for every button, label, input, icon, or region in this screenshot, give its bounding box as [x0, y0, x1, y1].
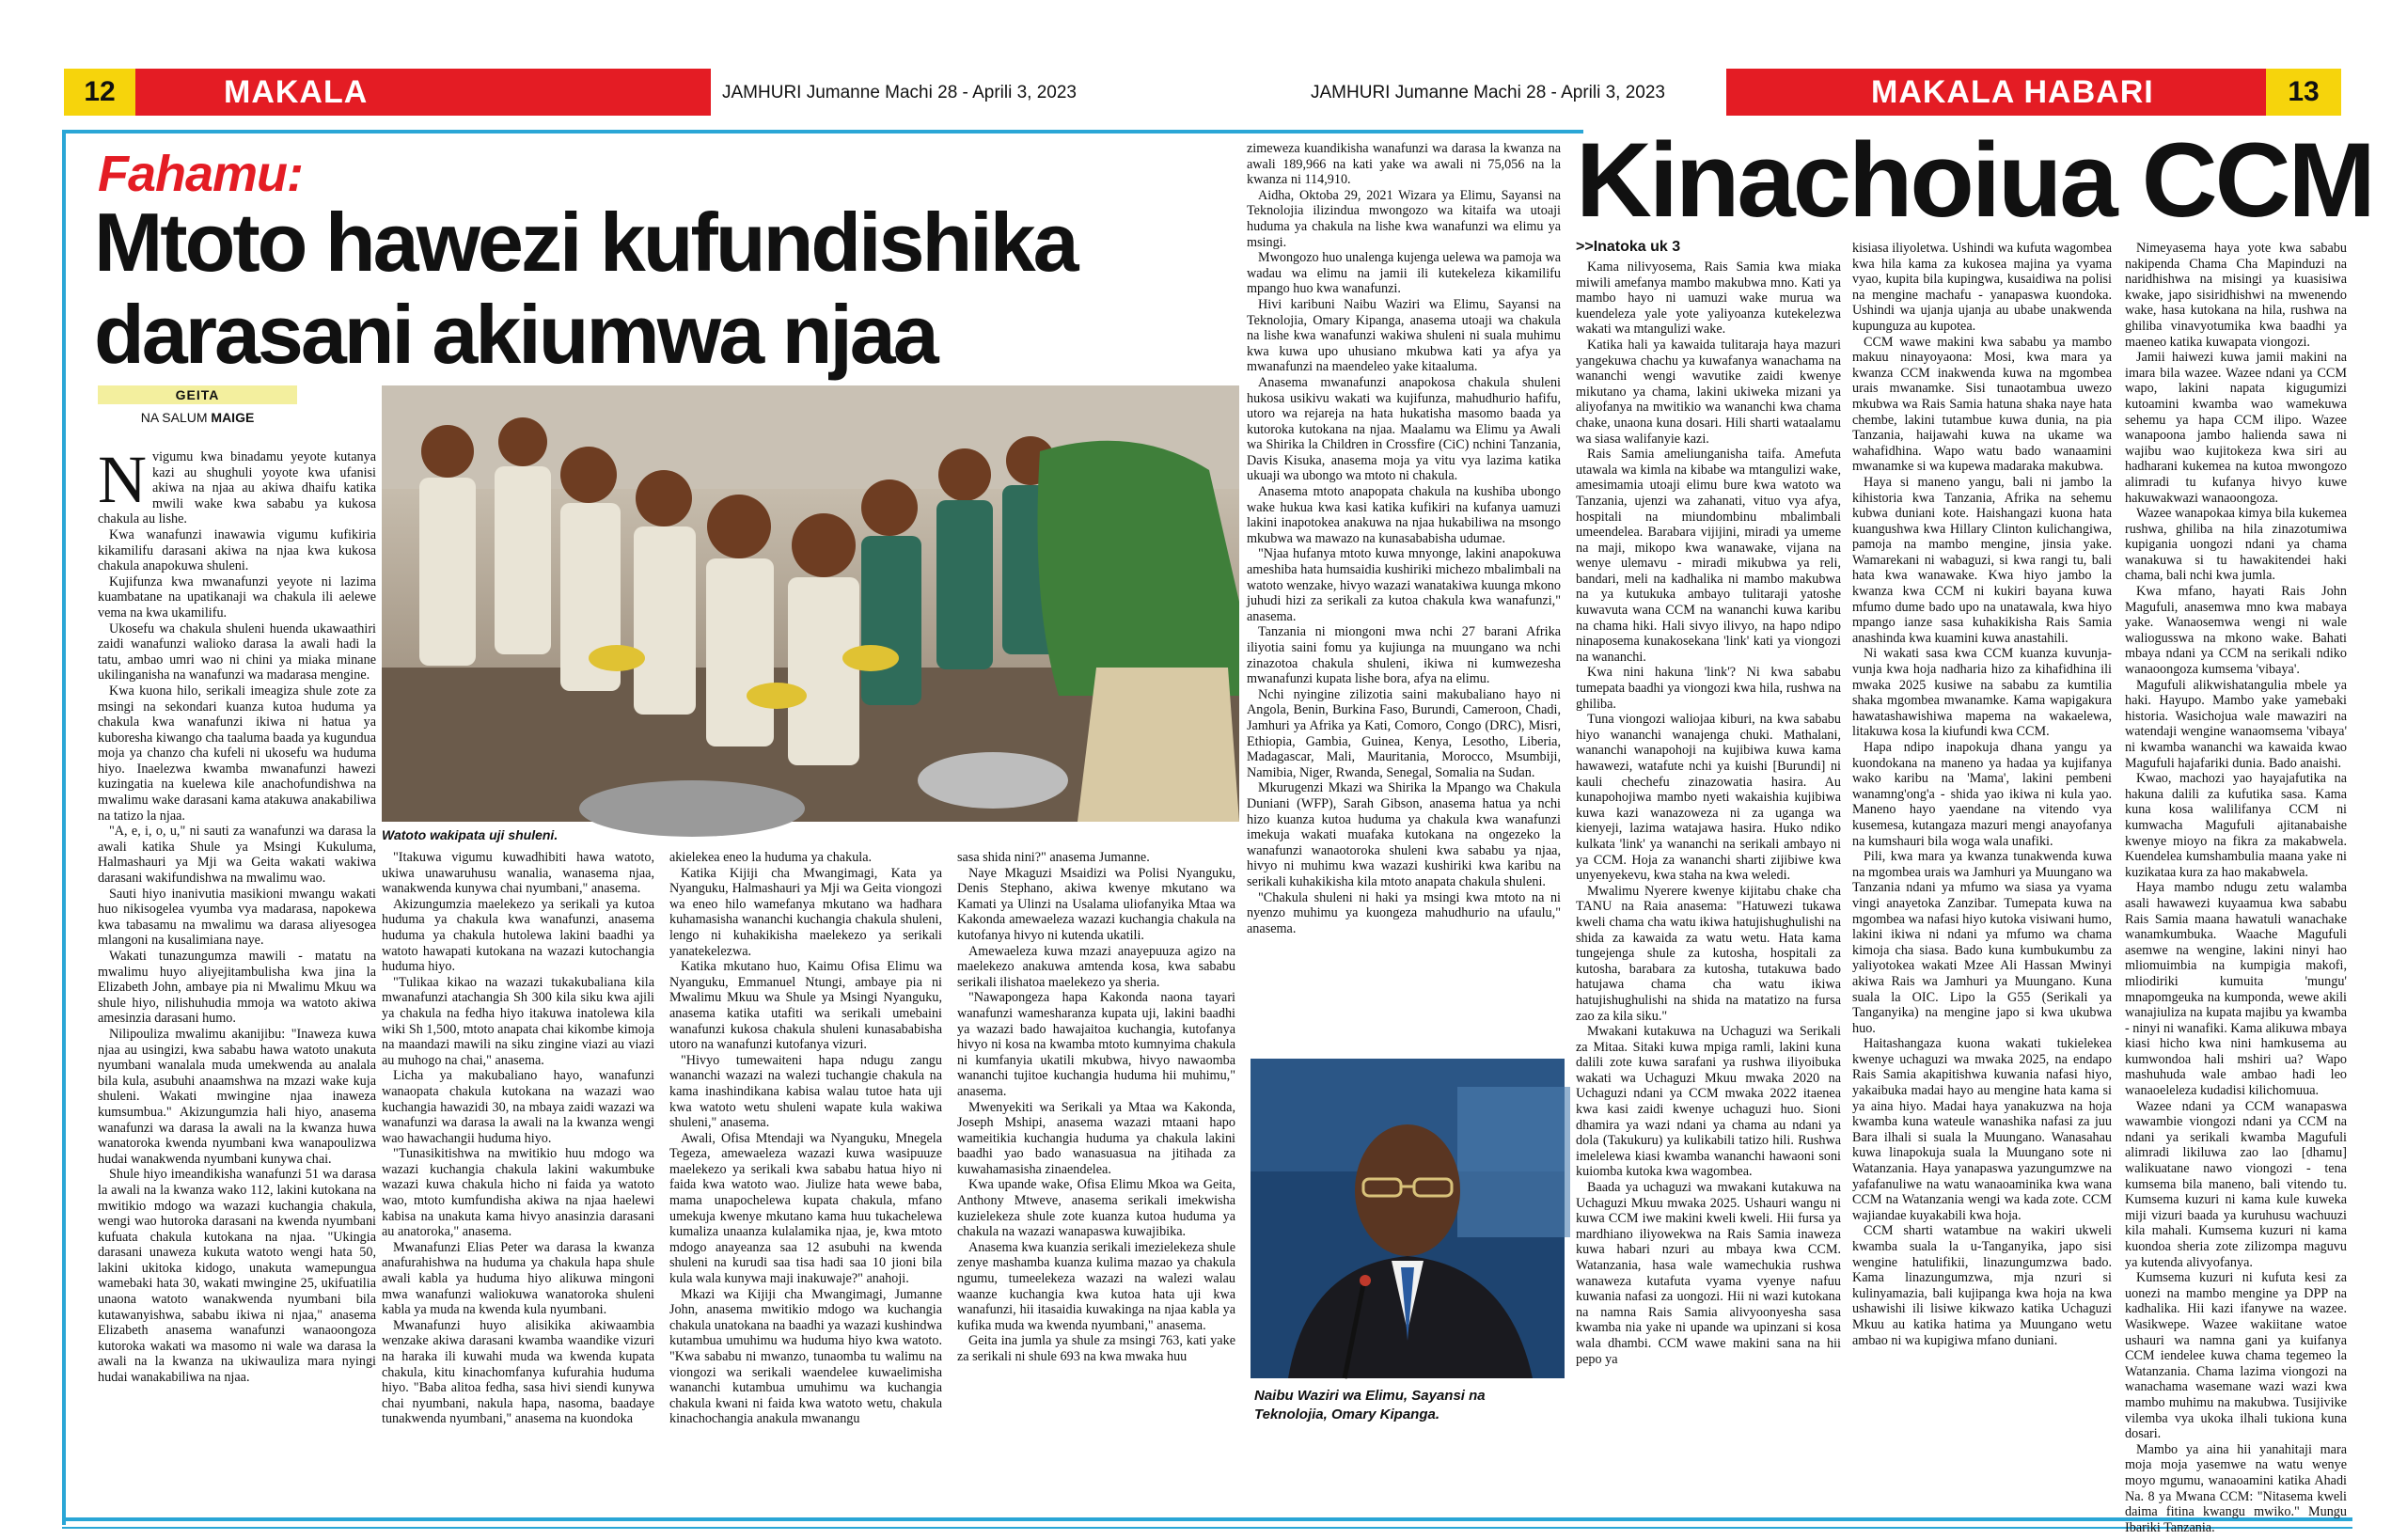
col5-para: zimeweza kuandikisha wanafunzi wa darasa la kwanza na awali 189,966 na kati yake wa awali ni 75,056 na la kwanza ni 114,910. — [1247, 141, 1561, 188]
minister-caption-line2: Teknolojia, Omary Kipanga. — [1254, 1406, 1439, 1422]
photo-caption: Watoto wakipata uji shuleni. — [382, 827, 558, 842]
col5-para: "Njaa hufanya mtoto kuwa mnyonge, lakini anapokuwa ameshiba hata humsaidia kushiriki michezo mbalimbali na watoto wenzake, hivyo wazazi wanatakiwa kuunga mkono juhudi hizi za serikali za kutoa chakula kwa wanafunzi," anasema. — [1247, 546, 1561, 624]
article-column-2 — [382, 850, 654, 1514]
col1-para: Ukosefu wa chakula shuleni huenda ukawaathiri zaidi wanafunzi walioko darasa la awali hadi la tatu, ambao umri wao ni chini ya miaka minane ukilinganisha na wanafunzi wa madarasa mengine. — [98, 621, 376, 684]
right-col1-para: Baada ya uchaguzi wa mwakani kutakuwa na Uchaguzi Mkuu mwaka 2025. Ushauri wangu ni kuwa CCM iwe makini kweli kweli. Hii fursa ya mardhiano iliyowekwa na Rais Samia inaweza kuwa habari nzuri au mbaya kwa CCM. Watanzania, hasa wale wamechukia rushwa wanaweza kutafuta vyama vyenye nafuu kuwania nafasi za uongozi. Hii ni wazi kutokana na namna Rais Samia alivyoonyesha sasa kwamba nia yake ni upande wa upinzani si kosa wala dhambi. CCM wawe makini sana na hii pepo ya — [1576, 1180, 1841, 1367]
col3-para: Katika mkutano huo, Kaimu Ofisa Elimu wa Nyanguku, Emmanuel Ntungi, ambaye pia ni Mwalimu Mkuu wa Shule ya Msingi Nyanguku, anasema katika utafiti wa serikali umebaini wanafunzi kukosa chakula shuleni kunasababisha utoro na wanafunzi kutofanya vizuri. — [669, 959, 942, 1053]
col5-para: Nchi nyingine zilizotia saini makubaliano hayo ni Angola, Benin, Burkina Faso, Burundi, Cameroon, Chadi, Jamhuri ya Afrika ya Kati, Comoro, Congo (DRC), Misri, Ethiopia, Gambia, Guinea, Kenya, Lesotho, Liberia, Madagascar, Mali, Mauritania, Morocco, Msumbiji, Namibia, Niger, Rwanda, Senegal, Somalia na Sudan. — [1247, 686, 1561, 780]
right-dateline: JAMHURI Jumanne Machi 28 - Aprili 3, 2023 — [1311, 83, 1665, 102]
school-children-photo — [382, 385, 1239, 822]
article-column-4 — [957, 850, 1235, 1514]
left-dateline: JAMHURI Jumanne Machi 28 - Aprili 3, 2023 — [722, 83, 1077, 102]
article-kicker: Fahamu: — [98, 146, 304, 202]
col1-para: Sauti hiyo inanivutia masikioni mwangu wakati huo nikisogelea vyumba vya madarasa, napokewa kwa tabasamu na mwalimu wa darasa aliyesogea mlangoni na kusalimiana naye. — [98, 886, 376, 949]
minister-photo — [1251, 1059, 1565, 1378]
location-tag: GEITA — [98, 385, 297, 404]
byline — [98, 410, 297, 425]
col5-para: Mwongozo huo unalenga kujenga uelewa wa pamoja wa wadau wa elimu na jamii ili kutekeleza kikamilifu mpango huo kwa wanafunzi. — [1247, 250, 1561, 297]
col2-para: Akizungumzia maelekezo ya serikali ya kutoa huduma ya chakula kwa wanafunzi, anasema huduma ya chakula hutolewa lakini baadhi ya watoto hawapati kutokana na wazazi kutochangia huduma hiyo. — [382, 896, 654, 975]
article-headline-line2: darasani akiumwa njaa — [94, 288, 936, 381]
col1-para: Shule hiyo imeandikisha wanafunzi 51 wa darasa la awali na la kwanza wako 112, lakini kutokana na mwitikio mdogo wa wazazi kuchangia chakula, wengi wao hutoroka darasani na kwenda nyumbani kufuata chakula kutokana na njaa. "Ukingia darasani unaweza kukuta watoto wengi hata 50, lakini ukitoka kidogo, unakuta wamepungua wamebaki hata 30, wakati mwingine 25, ukifuatilia unaona watoto wanakwenda nyumbani bila kutawanyishwa, sababu ikiwa ni njaa," anasema Elizabeth anasema wanafunzi wanaoongoza kutoroka wakati wa masomo ni wale wa darasa la awali na la kwanza na ukiwauliza mara nyingi hudai wanakabiliwa na njaa. — [98, 1167, 376, 1386]
col4-para: Naye Mkaguzi Msaidizi wa Polisi Nyanguku, Denis Stephano, akiwa kwenye mkutano wa Kamati ya Ulinzi na Usalama uliofanyika Mtaa wa Kakonda amewaeleza wazazi kuchangia chakula na kutofanya hivyo ni kutenda ukatili. — [957, 865, 1235, 943]
col4-para: Geita ina jumla ya shule za msingi 763, kati yake za serikali ni shule 693 na kwa mwaka huu — [957, 1333, 1235, 1364]
continued-from-tag: >>Inatoka uk 3 — [1576, 239, 1681, 255]
col5-para: Anasema mtoto anapopata chakula na kushiba ubongo wake hukua kwa kasi katika kufikiri na kufanya uamuzi lakini inapotokea anakuwa na njaa hukabiliwa na msongo mkubwa wa mawazo na kunasababisha udumae. — [1247, 484, 1561, 546]
col2-para: Mwanafunzi Elias Peter wa darasa la kwanza anafurahishwa na huduma ya chakula hapa shule awali kabla ya huduma hiyo alikuwa mingoni mwa wanafunzi waliokuwa wanatoroka shuleni kabla ya muda na kwenda kula nyumbani. — [382, 1239, 654, 1318]
right-col3-para: Kwa mfano, hayati Rais John Magufuli, anasemwa mno kwa mabaya yake. Wanaosemwa wengi ni wale waliogusswa na mkono wake. Bahati mbaya ndani ya CCM na serikali ndiko wanaoongoza kumsema 'vibaya'. — [2125, 584, 2347, 678]
col1-para: Nilipouliza mwalimu akanijibu: "Inaweza kuwa njaa au usingizi, kwa sababu hawa watoto unakuta nyumbani wanalala muda umekwenda au analala bila kula, asubuhi anaamshwa na mzazi wake kuja shuleni. Wakati mwingine njaa inaweza kumsumbua." Akizungumzia hali hiyo, anasema wanafunzi wa darasa la awali na la kwanza huwa wanatoroka kwenda nyumbani kwa wanapoulizwa hudai wanakwenda nyumbani kunywa chai. — [98, 1026, 376, 1167]
school-children-illustration — [382, 385, 1239, 822]
byline-name: MAIGE — [211, 410, 255, 425]
right-col1-para: Katika hali ya kawaida tulitaraja haya mazuri yangekuwa chachu ya kuwafanya wanachama na wananchi wengi wavutike zaidi kwenye mikutano ya chama, lakini ukiweka mizani ya aliyofanya na mwitikio wa wananchi kwa chama chake, unaona kuna dosari. Hili sharti wataalamu wa siasa walifanyie kazi. — [1576, 337, 1841, 447]
col4-para: Kwa upande wake, Ofisa Elimu Mkoa wa Geita, Anthony Mtweve, anasema serikali imekwisha kuzielekeza shule zote kuanza kutoa huduma ya chakula na wazazi wanapaswa kuwajibika. — [957, 1177, 1235, 1240]
left-section-title: MAKALA — [224, 73, 369, 110]
col5-para: Mkurugenzi Mkazi wa Shirika la Mpango wa Chakula Duniani (WFP), Sarah Gibson, anasema hatua ya nchi hizo kuanza kutoa huduma ya chakula kwa wanafunzi imekuja wakati muafaka kutokana na ongezeko la wanafunzi wanaotoroka shuleni kwa sababu ya njaa, hivyo ni muhimu kwa wazazi kushiriki kwa karibu na serikali kuhakikisha kila mtoto anapata chakula shuleni. — [1247, 780, 1561, 889]
right-col2-para: Ni wakati sasa kwa CCM kuanza kuvunja-vunja kwa hoja nadharia hizo za kihafidhina ili mwaka 2025 kusiwe na sababu za kumtilia shaka mgombea mwanamke. Kama wapigakura hawatashawishiwa mapema na wakaelewa, litakuwa kosa la kiufundi kwa CCM. — [1852, 646, 2112, 740]
left-section-banner — [135, 69, 711, 116]
col2-para: Licha ya makubaliano hayo, wanafunzi wanaopata chakula kutokana na wazazi wao kuchangia hawazidi 30, na mbaya zaidi wazazi wa wanafunzi wa darasa la awali na la kwanza wengi wao hawachangii huduma hiyo. — [382, 1068, 654, 1146]
right-col3-para: Nimeyasema haya yote kwa sababu nakipenda Chama Cha Mapinduzi na naridhishwa na misingi ya kuasisiwa kwake, japo sisiridhishwi na mwenendo wake, hasa kutokana na hila, rushwa na ghiliba vinavyotumika kwa baadhi ya maeneo katika kuwapata viongozi. — [2125, 241, 2347, 350]
right-col3-para: Kwao, machozi yao hayajafutika na hakuna dalili za kufutika sasa. Kama kuna kosa walilifanya CCM ni kumwacha Magufuli ajitanabaishe kwenye mioyo na fikra za makabwela. Kuendelea kumshambulia maana yake ni kuzikataa kura za hao makabwela. — [2125, 771, 2347, 880]
right-col3-para: Wazee wanapokaa kimya bila kukemea rushwa, ghiliba na hila zinazotumiwa kupigania uongozi ndani ya chama wanakuwa si tu hawakitendei haki chama, bali nchi kwa jumla. — [2125, 506, 2347, 584]
bottom-rule — [62, 1517, 2352, 1521]
article-column-5 — [1247, 141, 1561, 1085]
minister-portrait — [1251, 1059, 1565, 1378]
col4-para: Amewaeleza kuwa mzazi anayepuuza agizo na maelekezo anakuwa amtenda kosa, kwa sababu serikali ilishatoa maelekezo ya sheria. — [957, 943, 1235, 990]
byline-prefix: NA SALUM — [140, 410, 212, 425]
right-col1-para: Kwa nini hakuna 'link'? Ni kwa sababu tumepata baadhi ya viongozi kwa hila, rushwa na ghiliba. — [1576, 665, 1841, 712]
col4-para: Mwenyekiti wa Serikali ya Mtaa wa Kakonda, Joseph Mshipi, anasema wazazi mtaani hapo wameitikia kuchangia huduma ya chakula lakini baadhi yao bado wanasuasua na jitihada za kuwahamasisha zinaendelea. — [957, 1099, 1235, 1177]
drop-cap: N — [98, 442, 147, 517]
right-col1-para: Mwalimu Nyerere kwenye kijitabu chake cha TANU na Raia anasema: "Hatuwezi tukawa kweli chama cha watu ikiwa hatujishughulishi na shida za kawaida za watu wetu. Hata kama tungejenga shule za kutosha, hospitali za kutosha, barabara za kutosha, tutakuwa bado hatujawa chama cha watu ikiwa hatujishughulishi na shida na matatizo na fursa zao za kila siku." — [1576, 883, 1841, 1024]
right-section-title: MAKALA HABARI — [1871, 73, 2154, 110]
col3-para: Katika Kijiji cha Mwangimagi, Kata ya Nyanguku, Halmashauri ya Mji wa Geita viongozi wa eneo hilo wamefanya mkutano wa hadhara kuhamasisha wananchi kuchangia chakula shuleni, lengo ni kuhakikisha maelekezo ya serikali yanatekelezwa. — [669, 865, 942, 959]
right-col3-para: Magufuli alikwishatangulia mbele ya haki. Hayupo. Mambo yake yamebaki historia. Wasichojua wale mawaziri na watendaji wengine wanaomsema 'vibaya' ni kwamba wananchi wa kawaida kwao Magufuli hajafariki dunia. Bado anaishi. — [2125, 677, 2347, 771]
col5-para: Aidha, Oktoba 29, 2021 Wizara ya Elimu, Sayansi na Teknolojia ilizindua mwongozo wa kitaifa wa utoaji huduma ya chakula na lishe kwa wanafunzi wa elimu ya msingi. — [1247, 187, 1561, 250]
left-page-number: 12 — [64, 69, 135, 116]
right-col3-para: Kumsema kuzuri ni kufuta kesi za uonezi na mambo mengine ya DPP na kadhalika. Hii kazi ifanywe na wazee. Wasikwepe. Wazee wakiitane watoe ushauri wa namna gani ya kuifanya CCM iendelee kuwa chama tegemeo la Watanzania. Chama lazima viongozi na wanachama wasemane wazi wazi kwa mambo muhimu na makubwa. Tusijivike vilemba vya ukoka ilhali tukiona kuna dosari. — [2125, 1270, 2347, 1442]
right-col2-para: kisiasa iliyoletwa. Ushindi wa kufuta wagombea kwa hila kama za kukosea majina ya vyama vyao, kupita bila kupingwa, kusaidiwa na polisi na mengine machafu - yanapaswa kuondoka. Ushindi wa ujanja ujanja au ubabe unakwenda kupunguza au kupotea. — [1852, 241, 2112, 334]
right-col1-para: Rais Samia ameliunganisha taifa. Amefuta utawala wa kimla na kibabe wa mtangulizi wake, amesimamia utoaji elimu bure kwa watoto wa Tanzania, ujenzi wa zahanati, vituo vya afya, hospitali na miundombinu mbalimbali umeendelea. Barabara vijijini, miradi ya umeme na maji, mikopo kwa wanawake, vijana na wenye ulemavu - miradi mikubwa ya reli, bandari, meli na kadhalika ni mambo makubwa na ya kutukuka ambayo tulitaraji yatoshe kuwavuta wana CCM na wananchi kuwa karibu na chama hiki. Hali sivyo ilivyo, na hapo ndipo ninaposema kunakosekana 'link' kati ya viongozi na wananchi. — [1576, 447, 1841, 665]
right-page-number: 13 — [2266, 69, 2341, 116]
col3-para: akielekea eneo la huduma ya chakula. — [669, 850, 873, 865]
minister-caption-line1: Naibu Waziri wa Elimu, Sayansi na — [1254, 1388, 1486, 1404]
right-col2-para: CCM sharti watambue na wakiri ukweli kwamba suala la u-Tanganyika, japo sisi wengine hatulifikii, linazungumzwa bado. Kama linazungumzwa, mja nzuri si kulinyamazia, bali kujipanga kwa hoja na kwa ushawishi ili lisiwe kikwazo katika Uchaguzi Mkuu au katika hatima ya Muungano wetu ambao ni wa kupigiwa mfano duniani. — [1852, 1223, 2112, 1348]
right-col3-para: Jamii haiwezi kuwa jamii makini na imara bila wazee. Wazee ndani ya CCM wapo, lakini napata kigugumizi kutoamini kwamba wao wamekuwa sehemu ya hapa CCM ilipo. Wazee wanapoona jambo halienda sawa ni wajibu wao kujitokeza kwa siri au hadharani kukemea na kutoa mwongozo alimradi tu kufanya hivyo kuwe hakuwakwazi wanaoongoza. — [2125, 350, 2347, 506]
col5-para: "Chakula shuleni ni haki ya msingi kwa mtoto na ni nyenzo muhimu ya kuongeza mahudhurio na ufaulu," anasema. — [1247, 889, 1561, 936]
col4-para: Anasema kwa kuanzia serikali imezielekeza shule zenye mashamba kuanza kulima mazao ya chakula ngumu, tumeelekeza wazazi na walezi walau waanze kuchangia kwa kutoa hata uji kwa wanafunzi, hii itasaidia kuwakinga na njaa kabla ya kufika muda wa kwenda nyumbani," anasema. — [957, 1239, 1236, 1333]
col1-para: "A, e, i, o, u," ni sauti za wanafunzi wa darasa la awali katika Shule ya Msingi Kukuluma, Halmashauri ya Mji wa Geita wakati wakiwa darasani wakifundishwa na mwalimu wao. — [98, 824, 376, 887]
article-headline-line1: Mtoto hawezi kufundishika — [94, 196, 1077, 289]
col1-para: Kwa kuona hilo, serikali imeagiza shule zote za msingi na sekondari kuanza kutoa huduma ya chakula kwa wanafunzi ikiwa ni hatua ya kuboresha kiwango cha taaluma baada ya kugundua moja ya chanzo cha kufeli ni ukosefu wa huduma hiyo. Inaelezwa kwamba mwanafunzi hawezi kuzingatia na kuelewa kile anachofundishwa na mwalimu wake darasani kama atakuwa anakabiliwa na tatizo la njaa. — [98, 683, 376, 824]
col1-para: vigumu kwa binadamu yeyote kutanya kazi au shughuli yoyote kwa ufanisi akiwa na njaa au akiwa dhaifu katika mwili wake kwa sababu ya kukosa chakula au lishe. — [98, 449, 376, 527]
col4-para: sasa shida nini?" anasema Jumanne. — [957, 850, 1150, 865]
right-col3-para: Haya mambo ndugu zetu walamba asali hawawezi kuyaamua kwa sababu Rais Samia maana hawatuli wanachake wanamkumbuka. Waache Magufuli asemwe na wengine, lakini ninyi hao mliomuimbia na kumpigia makofi, mliodiriki kumuita 'mungu' mnapomgeuka na kumponda, wewe akili wanajiuliza na kupata majibu ya kwamba - ninyi ni wanafiki. Kama alikuwa mbaya kiasi hicho kwa nini hamkusema au kumwondoa hali mshiri ua? Wapo mashuhuda wale ambao hadi leo wanaoeleleza kudadisi kilichomuua. — [2125, 880, 2347, 1099]
col4-para: "Nawapongeza hapa Kakonda naona tayari wanafunzi wamesharanza kupata uji, lakini baadhi ya wazazi bado hawajaitoa kuchangia, kutofanya hivyo ni kosa na kwamba mtoto kumnyima chakula ni kumfanyia ukatili mkubwa, hivyo nawaomba wananchi tujitoe kuchangia huduma hii muhimu," anasema. — [957, 990, 1235, 1099]
col2-para: "Itakuwa vigumu kuwadhibiti hawa watoto, ukiwa unawaruhusu wanalia, wanasema njaa, wanakwenda kunywa chai nyumbani," anasema. — [382, 850, 654, 897]
bottom-rule-thin — [62, 1527, 2352, 1529]
article-column-1 — [98, 442, 376, 1512]
col5-para: Tanzania ni miongoni mwa nchi 27 barani Afrika iliyotia saini fomu ya kujiunga na muungano wa nchi zinazotoa chakula shuleni, ikiwa ni kumwezesha mwanafunzi kupata lishe bora, afya na elimu. — [1247, 624, 1561, 687]
col2-para: "Tunasikitishwa na mwitikio huu mdogo wa wazazi kuchangia chakula lakini wakumbuke wazazi kuwa chakula hicho ni faida ya watoto wao, mtoto kumfundisha akiwa na njaa haelewi kabisa na unakuta kama hivyo anasinzia darasani au anatoroka," anasema. — [382, 1146, 654, 1240]
col5-para: Anasema mwanafunzi anapokosa chakula shuleni hukosa usikivu wakati wa kujifunza, mahudhurio hafifu, utoro wa rejareja na hata hukatisha masomo baada ya kutoroka kutokana na njaa. Maalamu wa Elimu ya Awali wa Shirika la Children in Crossfire (CiC) nchini Tanzania, Davis Kisuka, anasema moja ya vitu vya lazima katika ukuaji wa ubongo wa mtoto ni chakula. — [1247, 374, 1561, 484]
col3-para: "Hivyo tumewaiteni hapa ndugu zangu wananchi wazazi na walezi tuchangie chakula na kama inashindikana kabisa walau tutoe hata uji kwa watoto wetu shuleni wapate kula wakiwa shuleni," anasema. — [669, 1052, 942, 1131]
article-column-3 — [669, 850, 942, 1514]
right-col1-para: Mwakani kutakuwa na Uchaguzi wa Serikali za Mitaa. Sitaki kuwa mpiga ramli, lakini kuna dalili zote kuwa sarafani ya rushwa iliyoibuka wakati wa Uchaguzi Mkuu mwaka 2020 na Uchaguzi ndani ya CCM mwaka 2022 itaenea kwa kasi zaidi kwenye uchaguzi huo. Sioni dhamira ya wazi ndani ya chama au ndani ya dola (Takukuru) ya kulikabili tatizo hili. Rushwa imelelewa kiasi kwamba wananchi hawaoni soni kuiomba kutoka kwa wagombea. — [1576, 1024, 1841, 1180]
col3-para: Awali, Ofisa Mtendaji wa Nyanguku, Mnegela Tegeza, amewaeleza wazazi kuwa wasipuuze maelekezo ya serikali kwa sababu hatua hiyo ni faida kwa watoto wao. Jiulize hata wewe baba, mama unapochelewa kupata chakula, mfano umekuja kwenye mkutano kama huu tukachelewa kumaliza unaanza kulalamika njaa, je, kwa mtoto mdogo anayeanza saa 12 asubuhi na kwenda shuleni na kurudi saa tisa hadi saa 10 jioni bila kula wala kunywa maji inakuwaje?" anahoji. — [669, 1130, 942, 1287]
col1-para: Kujifunza kwa mwanafunzi yeyote ni lazima kuambatane na upatikanaji wa chakula ili aelewe vema na kwa ukamilifu. — [98, 574, 376, 621]
right-col1-para: Kama nilivyosema, Rais Samia kwa miaka miwili amefanya mambo makubwa mno. Kati ya mambo hayo ni uamuzi wake murua wa kuendeleza yale yote yaliyoanza kutekelezwa wakati wa mtangulizi wake. — [1576, 259, 1841, 338]
col3-para: Mkazi wa Kijiji cha Mwangimagi, Jumanne John, anasema mwitikio mdogo wa kuchangia chakula unatokana na baadhi ya wazazi kushindwa kutambua umuhimu wa huduma hiyo kwa watoto. "Kwa sababu ni mwanzo, tunaomba tu walimu na viongozi wa serikali waendelee kuwaelimisha wananchi kutambua umuhimu wa kuchangia chakula kwani ni faida kwa watoto wetu, chakula kinachochangia anakula mwanangu — [669, 1286, 942, 1427]
right-col2-para: Haitashangaza kuona wakati tukielekea kwenye uchaguzi wa mwaka 2025, na endapo Rais Samia akapitishwa kuwania nafasi hiyo, yakaibuka madai hayo au mengine hata kama si ya aina hiyo. Madai haya yanakuzwa na hoja kwamba kuna wateule wanashika nafasi za juu Bara ilhali si suala la Muungano. Wanasahau kuwa linapokuja suala la Muungano sote ni Watanzania. Haya yanapaswa yazungumzwe na yafafanuliwe na watu wanaoaminika kwa wana CCM na Watanzania wengi wa kada zote. CCM wajiandae kuyakabili kwa hoja. — [1852, 1036, 2112, 1223]
right-column-3 — [2125, 241, 2347, 1535]
col2-para: "Tulikaa kikao na wazazi tukakubaliana kila mwanafunzi atachangia Sh 300 kila siku kwa ajili ya chakula na fedha hiyo itakuwa inatolewa kila wiki Sh 1,500, mtoto anapata chai kikombe kimoja na maandazi mawili na siku zingine viazi au viazi au muhogo na chai," anasema. — [382, 974, 654, 1068]
right-col3-para: Mambo ya aina hii yanahitaji mara moja moja yasemwe na watu wenye moyo mgumu, wanaoamini katika Ahadi Na. 8 ya Mwana CCM: "Nitasema kweli daima fitina kwangu mwiko." Mungu Ibariki Tanzania. — [2125, 1441, 2347, 1535]
col1-para: Kwa wanafunzi inawawia vigumu kufikiria kikamilifu darasani akiwa na njaa kwa kukosa chakula anapokuwa shuleni. — [98, 526, 376, 574]
col2-para: Mwanafunzi huyo alisikika akiwaambia wenzake akiwa darasani kwamba waandike vizuri na haraka ili kuwahi muda wa kwenda kupata chakula, kitu kinachomfanya kufurahia huduma hiyo. "Baba alitoa fedha, sasa hivi siendi kunywa chai nyumbani, nakula hapa, nasoma, baadaye tunakwenda nyumbani," anasema na kuondoka — [382, 1317, 654, 1427]
right-col2-para: Hapa ndipo inapokuja dhana yangu ya kuondokana na maneno ya hadaa ya kujifanya wako karibu na 'Mama', lakini pembeni wanamng'ong'a - shida yao ikiwa ni kula yao. Maneno hayo yaendane na vitendo vya kusemesa, kutangaza mazuri mengi anayofanya na kumshauri bila woga wala unafiki. — [1852, 740, 2112, 849]
right-col2-para: CCM wawe makini kwa sababu ya mambo makuu ninayoyaona: Mosi, kwa mara ya kwanza CCM inakwenda kuwa na mgombea urais mwanamke. Sisi tunaotambua uwezo mkubwa wa Rais Samia hatuna shaka naye hata chembe, lakini tutambue kuwa dunia, na pia Tanzania, haijawahi kuwa na ukame wa wahafidhina. Wapo watu bado wanaamini mwanamke si wa kupewa madaraka makubwa. — [1852, 334, 2112, 475]
right-col2-para: Pili, kwa mara ya kwanza tunakwenda kuwa na mgombea urais wa Jamhuri ya Muungano wa Tanzania ndani ya mfumo wa siasa ya vyama vingi anayetoka Zanzibar. Tumepata kuwa na mgombea wa nafasi hiyo kutoka visiwani humo, lakini ikiwa ni ndani ya mfumo wa chama kimoja cha siasa. Bado kuna kumbukumbu za yaliyotokea wakati Mzee Ali Hassan Mwinyi akiwa Rais wa Jamhuri ya Muungano. Kuna suala la OIC. Lipo la G55 (Serikali ya Tanganyika) na mengine japo si kwa ukubwa huo. — [1852, 849, 2112, 1036]
col1-para: Wakati tunazungumza mawili - matatu na mwalimu huyo aliyejitambulisha kwa jina la Elizabeth John, ambaye pia ni Mwalimu Mkuu wa shule hiyo, nilishuhudia mmoja wa watoto akiwa amesinzia darasani humo. — [98, 949, 376, 1027]
right-col3-para: Wazee ndani ya CCM wanapaswa wawambie viongozi ndani ya CCM na ndani ya serikali kwamba Magufuli alimradi likiluwa zao lao [dhamu] walikuatane nawo viongozi - tena kumsema bila maneno, bali vitendo tu. Kumsema kuzuri ni kama kule kuweka miji vizuri baada ya kuruhusu wachuuzi kila mahali. Kumsema kuzuri ni kama kuondoa sheria zote zilizompa maguvu ya kutenda alivyofanya. — [2125, 1098, 2347, 1270]
right-col2-para: Haya si maneno yangu, bali ni jambo la kihistoria kwa Tanzania, Afrika na sehemu kubwa duniani kote. Haishangazi kuona hata kuangushwa kwa Hillary Clinton kulichangiwa, pamoja na mambo mengine, jinsia yake. Wamarekani ni wabaguzi, si kwa rangi tu, bali hata kwa wanawake. Kwa hiyo jambo la kwanza kwa CCM ni kukiri bayana kuwa mfumo dume bado upo na unatawala, kwa hiyo mpango ianze sasa kuhakikisha Rais Samia anashinda kwa kuamini kuwa anastahili. — [1852, 474, 2112, 646]
right-col1-para: Tuna viongozi waliojaa kiburi, na kwa sababu hiyo wananchi wanajenga chuki. Mathalani, wananchi wanapohoji na kujibiwa kuwa kama hawawezi, watafute nchi ya kuishi [Burundi] ni kauli chechefu zinazowatia hasira. Au kunapohojiwa mambo nyeti wakaishia kujibiwa kuwa kazi wanazoweza ni za uganga wa kienyeji, lazima watajawa hasira. Huko ndiko kulkata 'link' ya wananchi na serikali ambayo ni ya CCM. Hoja za wananchi sharti zijibiwe kwa unyenyekevu, kwa staha na kwa weledi. — [1576, 712, 1841, 884]
right-column-1 — [1576, 259, 1841, 1512]
right-column-2 — [1852, 241, 2112, 1512]
col5-para: Hivi karibuni Naibu Waziri wa Elimu, Sayansi na Teknolojia, Omary Kipanga, anasema utoaji wa chakula na lishe kwa wanafunzi wakiwa shuleni ni suala muhimu kwa kuwa upo uhusiano mkubwa kati ya afya ya mwanafunzi na maendeleo yake kitaaluma. — [1247, 296, 1561, 375]
right-page-headline: Kinachoiua CCM — [1576, 121, 2373, 239]
